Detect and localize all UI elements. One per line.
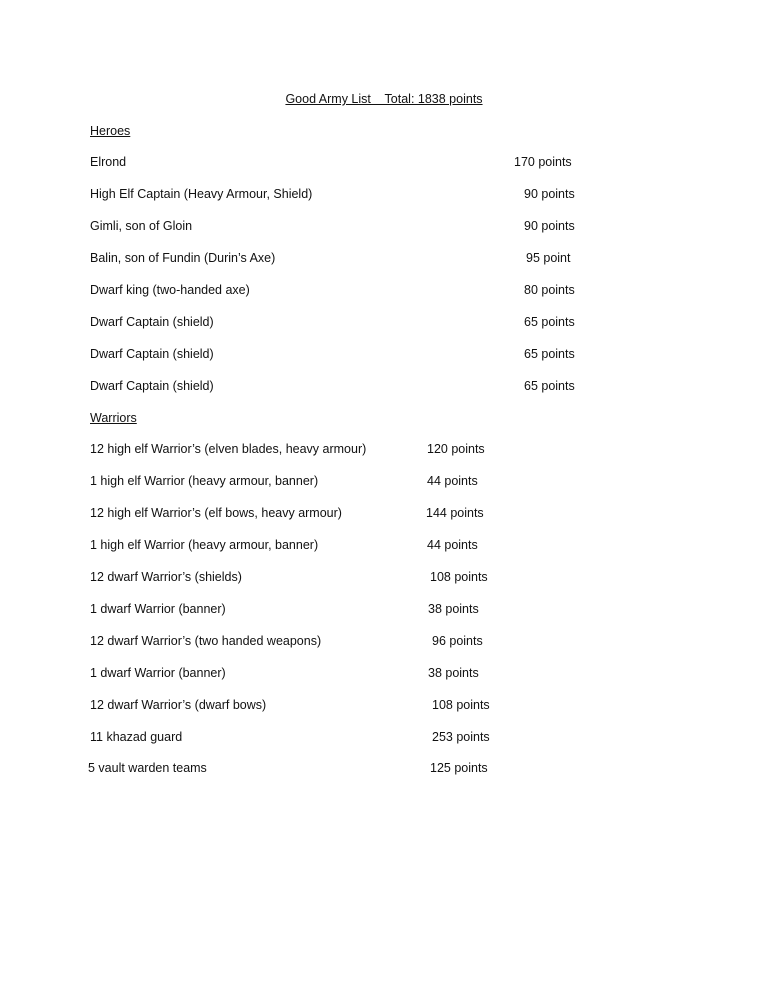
warriors-heading: Warriors (90, 411, 137, 425)
warrior-points: 253 points (432, 730, 490, 744)
warrior-row (0, 474, 768, 492)
hero-name: Gimli, son of Gloin (90, 219, 193, 233)
warrior-row (0, 666, 768, 684)
warrior-points: 120 points (427, 442, 485, 456)
hero-points: 80 points (524, 283, 575, 297)
warrior-points: 125 points (430, 761, 488, 775)
warrior-name: 11 khazad guard (90, 730, 183, 744)
warrior-row (0, 634, 768, 652)
warrior-points: 44 points (427, 538, 478, 552)
warrior-name: 1 dwarf Warrior (banner) (90, 666, 226, 680)
warrior-row (0, 698, 768, 716)
warrior-row (0, 538, 768, 556)
warrior-name: 12 dwarf Warrior’s (dwarf bows) (90, 698, 267, 712)
hero-row (0, 251, 768, 269)
warrior-row (0, 570, 768, 588)
warrior-points: 108 points (432, 698, 490, 712)
hero-points: 65 points (524, 347, 575, 361)
hero-points: 90 points (524, 187, 575, 201)
hero-points: 65 points (524, 379, 575, 393)
warrior-points: 108 points (430, 570, 488, 584)
warrior-points: 44 points (427, 474, 478, 488)
warrior-name: 1 dwarf Warrior (banner) (90, 602, 226, 616)
warrior-points: 38 points (428, 666, 479, 680)
warrior-name: 12 high elf Warrior’s (elven blades, heavy armour) (90, 442, 367, 456)
hero-name: Dwarf Captain (shield) (90, 315, 214, 329)
hero-name: Balin, son of Fundin (Durin’s Axe) (90, 251, 276, 265)
warrior-name: 12 dwarf Warrior’s (two handed weapons) (90, 634, 322, 648)
warrior-row (0, 442, 768, 460)
hero-row (0, 379, 768, 397)
hero-row (0, 347, 768, 365)
warrior-points: 96 points (432, 634, 483, 648)
hero-points: 170 points (514, 155, 572, 169)
warrior-name: 1 high elf Warrior (heavy armour, banner) (90, 538, 319, 552)
document-title: Good Army List Total: 1838 points (285, 92, 483, 106)
warrior-points: 38 points (428, 602, 479, 616)
hero-name: Dwarf king (two-handed axe) (90, 283, 250, 297)
hero-points: 65 points (524, 315, 575, 329)
hero-name: Dwarf Captain (shield) (90, 379, 214, 393)
warrior-name: 1 high elf Warrior (heavy armour, banner) (90, 474, 319, 488)
hero-name: High Elf Captain (Heavy Armour, Shield) (90, 187, 313, 201)
hero-points: 90 points (524, 219, 575, 233)
hero-row (0, 155, 768, 173)
warrior-row (0, 761, 768, 779)
hero-points: 95 point (526, 251, 571, 265)
heroes-heading: Heroes (90, 124, 131, 138)
warrior-row (0, 602, 768, 620)
warrior-name: 12 dwarf Warrior’s (shields) (90, 570, 242, 584)
hero-name: Dwarf Captain (shield) (90, 347, 214, 361)
hero-row (0, 219, 768, 237)
hero-name: Elrond (90, 155, 127, 169)
warrior-points: 144 points (426, 506, 484, 520)
warrior-row (0, 730, 768, 748)
hero-row (0, 187, 768, 205)
warrior-name: 5 vault warden teams (88, 761, 207, 775)
warrior-name: 12 high elf Warrior’s (elf bows, heavy armour) (90, 506, 342, 520)
hero-row (0, 315, 768, 333)
hero-row (0, 283, 768, 301)
warrior-row (0, 506, 768, 524)
